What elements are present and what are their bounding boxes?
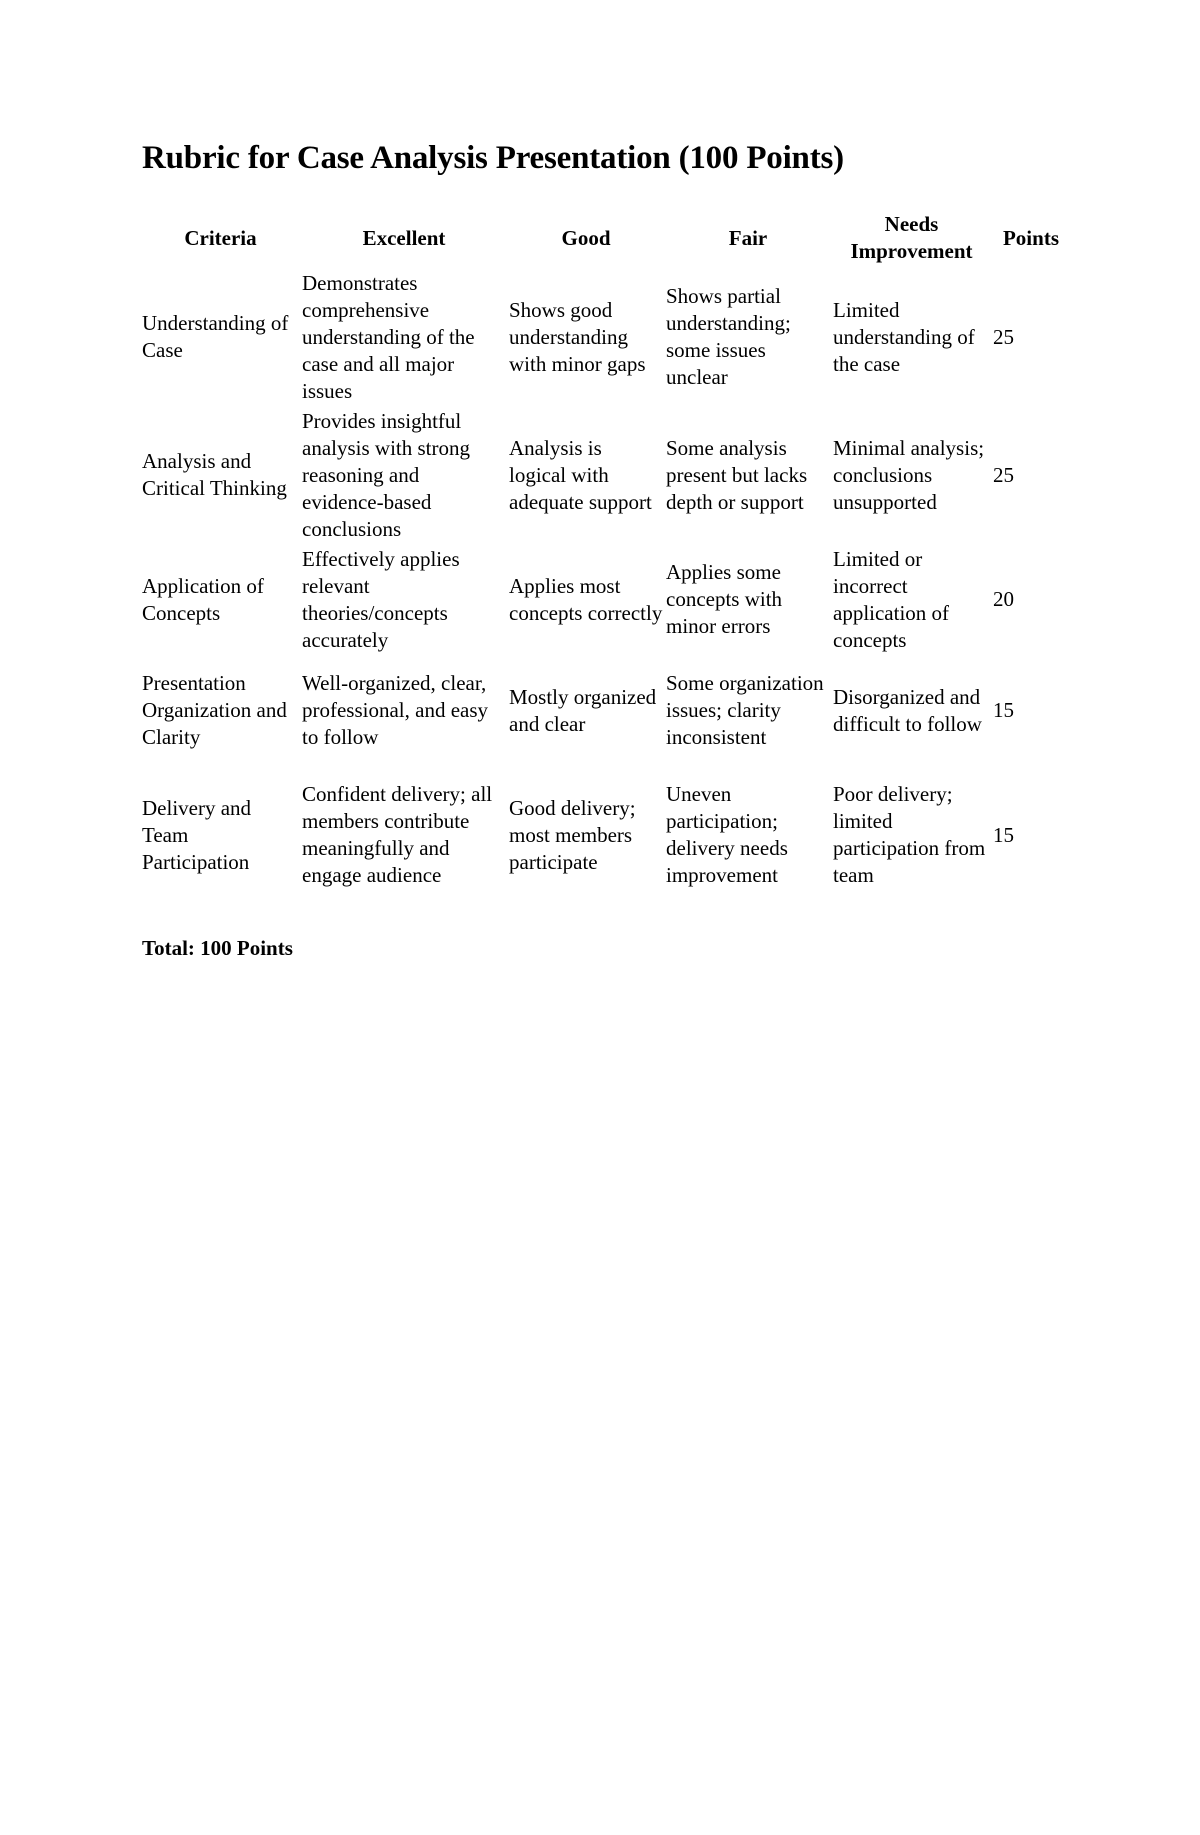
table-row <box>142 406 1072 544</box>
points-cell: 15 <box>993 822 1014 847</box>
needs-improvement-cell: Minimal analysis; conclusions unsupported <box>833 435 985 514</box>
good-cell: Good delivery; most members participate <box>509 795 636 874</box>
header-criteria: Criteria <box>184 225 257 250</box>
criteria-cell: Understanding of Case <box>142 311 289 362</box>
good-cell: Analysis is logical with adequate support <box>509 435 652 514</box>
header-excellent: Excellent <box>362 225 446 250</box>
fair-cell: Some analysis present but lacks depth or support <box>666 435 808 514</box>
rubric-table <box>142 208 1072 904</box>
table-header-row <box>142 208 1072 268</box>
total-points: Total: 100 Points <box>142 936 293 960</box>
excellent-cell: Demonstrates comprehensive understanding of the case and all major issues <box>302 270 475 403</box>
needs-improvement-cell: Poor delivery; limited participation from team <box>833 782 986 887</box>
header-points: Points <box>1002 225 1059 250</box>
fair-cell: Applies some concepts with minor errors <box>666 560 783 638</box>
criteria-cell: Presentation Organization and Clarity <box>142 671 287 749</box>
good-cell: Mostly organized and clear <box>509 684 657 736</box>
needs-improvement-cell: Disorganized and difficult to follow <box>833 684 982 736</box>
needs-improvement-cell: Limited understanding of the case <box>833 297 975 376</box>
good-cell: Shows good understanding with minor gaps <box>509 297 646 376</box>
criteria-cell: Analysis and Critical Thinking <box>142 449 287 500</box>
header-needs-improvement: Needs Improvement <box>850 212 973 263</box>
fair-cell: Uneven participation; delivery needs improvement <box>666 782 788 887</box>
table-row <box>142 544 1072 655</box>
fair-cell: Shows partial understanding; some issues unclear <box>666 284 791 389</box>
excellent-cell: Confident delivery; all members contribute meaningfully and engage audience <box>302 782 493 887</box>
good-cell: Applies most concepts correctly <box>509 573 663 625</box>
table-row <box>142 655 1072 766</box>
table-row <box>142 766 1072 904</box>
criteria-cell: Application of Concepts <box>142 573 264 625</box>
needs-improvement-cell: Limited or incorrect application of concepts <box>833 546 950 652</box>
criteria-cell: Delivery and Team Participation <box>142 795 252 874</box>
fair-cell: Some organization issues; clarity inconsistent <box>666 671 824 749</box>
excellent-cell: Effectively applies relevant theories/concepts accurately <box>302 546 460 652</box>
excellent-cell: Provides insightful analysis with strong reasoning and evidence-based conclusions <box>302 408 470 541</box>
header-fair: Fair <box>728 225 768 250</box>
table-row <box>142 268 1072 406</box>
points-cell: 25 <box>993 324 1014 349</box>
excellent-cell: Well-organized, clear, professional, and easy to follow <box>302 671 489 749</box>
header-good: Good <box>561 225 611 250</box>
points-cell: 25 <box>993 462 1014 487</box>
points-cell: 20 <box>993 587 1014 611</box>
points-cell: 15 <box>993 698 1014 722</box>
document-title: Rubric for Case Analysis Presentation (100 Points) <box>142 140 844 176</box>
